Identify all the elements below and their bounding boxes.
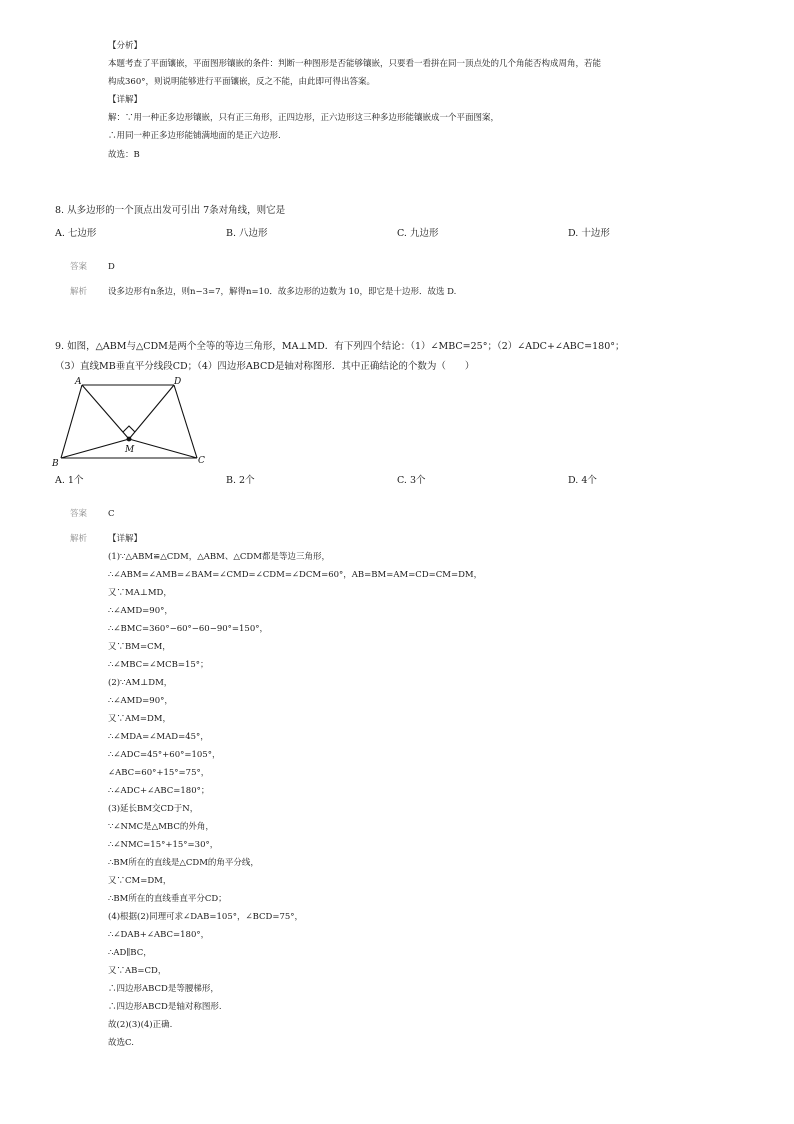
- q8-stem: 8. 从多边形的一个顶点出发可引出 7条对角线，则它是: [55, 205, 286, 216]
- q9-option-d: D. 4个: [568, 475, 597, 486]
- q9-answer-tag: 答案: [70, 509, 88, 519]
- solution-line: ∴∠MBC=∠MCB=15°；: [108, 660, 209, 670]
- analysis-text-line-1: 本题考查了平面镶嵌，平面图形镶嵌的条件：判断一种图形是否能够镶嵌，只要看一看拼在同一顶点处的几个角能否构成周角，若能: [108, 59, 602, 69]
- q9-stem-line-2: （3）直线MB垂直平分线段CD；（4）四边形ABCD是轴对称图形．其中正确结论的个数为（ ）: [55, 361, 475, 372]
- q8-option-d: D. 十边形: [568, 228, 610, 239]
- analysis-text-line-2: 构成360°，则说明能够进行平面镶嵌，反之不能，由此即可得出答案。: [108, 77, 375, 87]
- solution-line: ∴BM所在的直线是△CDM的角平分线，: [108, 858, 259, 868]
- q8-answer: D: [108, 262, 115, 272]
- label-a: A: [75, 377, 82, 387]
- q8-option-a: A. 七边形: [55, 228, 97, 239]
- solution-line: ∴∠ADC+∠ABC=180°；: [108, 786, 210, 796]
- segment-dm: [129, 385, 174, 439]
- solution-line: (1)∵△ABM≌△CDM，△ABM、△CDM都是等边三角形，: [108, 552, 330, 562]
- solution-line: 故选C.: [108, 1038, 134, 1048]
- segment-am: [82, 385, 129, 439]
- solution-line: ∴BM所在的直线垂直平分CD；: [108, 894, 227, 904]
- label-c: C: [198, 456, 205, 466]
- point-m: [127, 437, 132, 442]
- solution-line: ∵∠NMC是△MBC的外角，: [108, 822, 214, 832]
- q9-option-c: C. 3个: [397, 475, 426, 486]
- segment-ab: [61, 385, 82, 458]
- q8-analysis-tag: 解析: [70, 287, 88, 297]
- solution-line: 又∵MA⊥MD，: [108, 588, 172, 598]
- q8-option-c: C. 九边形: [397, 228, 439, 239]
- solution-line: ∴四边形ABCD是轴对称图形.: [108, 1002, 222, 1012]
- solution-line: ∴∠AMD=90°，: [108, 696, 173, 706]
- solution-line: (3)延长BM交CD于N，: [108, 804, 199, 814]
- label-b: B: [52, 459, 59, 468]
- label-d: D: [174, 377, 182, 387]
- solution-line: 又∵AB=CD，: [108, 966, 167, 976]
- solution-line: 【详解】: [108, 534, 143, 544]
- q9-analysis-tag: 解析: [70, 534, 88, 544]
- solution-line: 又∵BM=CM，: [108, 642, 171, 652]
- q9-stem-line-1: 9. 如图，△ABM与△CDM是两个全等的等边三角形，MA⊥MD．有下列四个结论：（1）∠MBC=25°；（2）∠ADC+∠ABC=180°；: [55, 341, 625, 352]
- segment-cm: [129, 439, 197, 458]
- right-angle-mark: [123, 426, 135, 432]
- label-m: M: [125, 445, 135, 455]
- q8-option-b: B. 八边形: [226, 228, 268, 239]
- q8-answer-tag: 答案: [70, 262, 88, 272]
- solution-line: 又∵AM=DM，: [108, 714, 171, 724]
- solution-line: (4)根据(2)同理可求∠DAB=105°，∠BCD=75°，: [108, 912, 304, 922]
- solution-line: 又∵CM=DM，: [108, 876, 172, 886]
- solution-line: (2)∵AM⊥DM，: [108, 678, 173, 688]
- detail-label: 【详解】: [108, 95, 143, 105]
- detail-text-line-2: ∴用同一种正多边形能铺满地面的是正六边形.: [108, 131, 281, 141]
- detail-text-line-1: 解：∵用一种正多边形镶嵌，只有正三角形，正四边形，正六边形这三种多边形能镶嵌成一个平面图案，: [108, 113, 500, 123]
- analysis-label: 【分析】: [108, 41, 143, 51]
- solution-line: ∴∠ABM=∠AMB=∠BAM=∠CMD=∠CDM=∠DCM=60°，AB=BM=AM=CD=CM=DM，: [108, 570, 483, 580]
- solution-line: ∠ABC=60°+15°=75°，: [108, 768, 210, 778]
- solution-line: ∴∠DAB+∠ABC=180°，: [108, 930, 210, 940]
- q9-option-a: A. 1个: [55, 475, 84, 486]
- solution-line: 故(2)(3)(4)正确.: [108, 1020, 173, 1030]
- q9-answer: C: [108, 509, 115, 519]
- solution-line: ∴∠BMC=360°−60°−60−90°=150°，: [108, 624, 268, 634]
- q9-option-b: B. 2个: [226, 475, 255, 486]
- segment-dc: [174, 385, 197, 458]
- solution-line: ∴∠ADC=45°+60°=105°，: [108, 750, 221, 760]
- q9-figure: [48, 376, 218, 468]
- q8-analysis: 设多边形有n条边，则n−3=7，解得n=10．故多边形的边数为 10，即它是十边形．故选 D.: [108, 287, 457, 297]
- solution-line: ∴AD∥BC，: [108, 948, 152, 958]
- segment-bm: [61, 439, 129, 458]
- detail-choice: 故选：B: [108, 150, 140, 160]
- solution-line: ∴∠MDA=∠MAD=45°，: [108, 732, 209, 742]
- solution-line: ∴四边形ABCD是等腰梯形，: [108, 984, 219, 994]
- solution-line: ∴∠NMC=15°+15°=30°，: [108, 840, 219, 850]
- solution-line: ∴∠AMD=90°，: [108, 606, 173, 616]
